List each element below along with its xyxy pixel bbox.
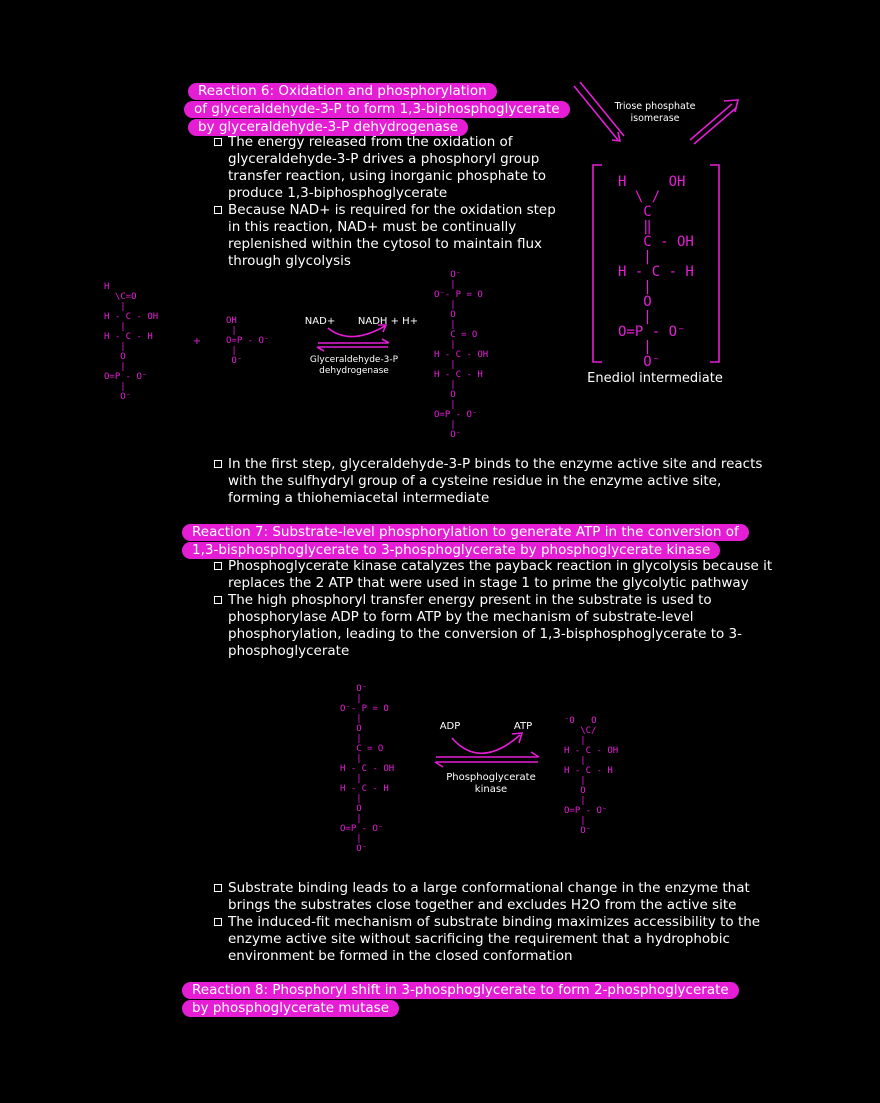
reaction6-heading-line3: by glyceraldehyde-3-P dehydrogenase [188, 119, 468, 136]
pgk-label [432, 772, 550, 796]
gapdh-label-line2: dehydrogenase [319, 366, 389, 376]
list-item: In the first step, glyceraldehyde-3-P binds to the enzyme active site and reacts with the sulfhydryl group of a cysteine residue in the enzyme active site, forming a thiohemiacetal intermediate [214, 456, 774, 507]
list-item: The high phosphoryl transfer energy present in the substrate is used to phosphorylase ADP to form ATP by the mechanism of substrate-level phosphorylation, leading to the conversion of 1,3-bisphosphoglycerate to 3-phosphoglycerate [214, 592, 784, 660]
list-item: Because NAD+ is required for the oxidation step in this reaction, NAD+ must be continually replenished within the cytosol to maintain flux through glycolysis [214, 202, 570, 270]
reaction6-bullet-3 [214, 456, 774, 507]
gapdh-label [298, 355, 410, 377]
isomerase-label-line1: Triose phosphate [614, 101, 696, 112]
isomerase-label [600, 101, 710, 125]
reaction7-bullets [214, 558, 784, 660]
list-item: The energy released from the oxidation of glyceraldehyde-3-P drives a phosphoryl group transfer reaction, using inorganic phosphate to produce 1,3-biphosphoglycerate [214, 134, 570, 202]
enediol-label: Enediol intermediate [587, 371, 723, 386]
reaction7-heading [182, 524, 749, 560]
plus-sign: + [192, 336, 202, 347]
reaction6-heading-line1: Reaction 6: Oxidation and phosphorylation [188, 83, 497, 100]
reaction6-heading-line2: of glyceraldehyde-3-P to form 1,3-biphosphoglycerate [184, 101, 570, 118]
enediol-structure: H OH \ / C ‖ C - OH | H - C - H | O | O=P - O⁻ | O⁻ [618, 174, 694, 370]
bisphosphoglycerate-structure-2: O⁻ | O⁻- P = O | O | C = O | H - C - OH | H - C - H | O | O=P - O⁻ | O⁻ [340, 684, 395, 854]
phosphate-structure: OH | O=P - O⁻ | O⁻ [226, 316, 270, 366]
reaction7-heading-line1: Reaction 7: Substrate-level phosphorylation to generate ATP in the conversion of [182, 524, 749, 541]
reaction8-heading [182, 982, 739, 1018]
nadh-label: NADH + H+ [357, 316, 419, 327]
reaction7-bullets-after [214, 880, 784, 965]
atp-label: ATP [513, 721, 533, 732]
pgk-label-line2: kinase [474, 784, 508, 795]
3-phosphoglycerate-structure: ⁻O O \C/ | H - C - OH | H - C - H | O | O=P - O⁻ | O⁻ [564, 716, 619, 836]
isomerase-label-line2: isomerase [630, 113, 680, 124]
reaction8-heading-line2: by phosphoglycerate mutase [182, 1000, 399, 1017]
list-item: The induced-fit mechanism of substrate binding maximizes accessibility to the enzyme active site without sacrificing the requirement that a hydrophobic environment be formed in the closed conformation [214, 914, 784, 965]
gapdh-label-line1: Glyceraldehyde-3-P [309, 355, 399, 365]
reaction7-heading-line2: 1,3-bisphosphoglycerate to 3-phosphoglycerate by phosphoglycerate kinase [182, 542, 720, 559]
list-item: Substrate binding leads to a large conformational change in the enzyme that brings the substrates close together and excludes H2O from the active site [214, 880, 784, 914]
reaction8-heading-line1: Reaction 8: Phosphoryl shift in 3-phosphoglycerate to form 2-phosphoglycerate [182, 982, 739, 999]
list-item: Phosphoglycerate kinase catalyzes the payback reaction in glycolysis because it replaces the 2 ATP that were used in stage 1 to prime the glycolytic pathway [214, 558, 784, 592]
pgk-label-line1: Phosphoglycerate [446, 772, 536, 783]
glyceraldehyde-3p-structure: H \C=O | H - C - OH | H - C - H | O | O=P - O⁻ | O⁻ [104, 282, 159, 402]
nad-label: NAD+ [304, 316, 336, 327]
adp-label: ADP [439, 721, 461, 732]
bisphosphoglycerate-structure: O⁻ | O⁻- P = O | O | C = O | H - C - OH | H - C - H | O | O=P - O⁻ | O⁻ [434, 270, 489, 440]
